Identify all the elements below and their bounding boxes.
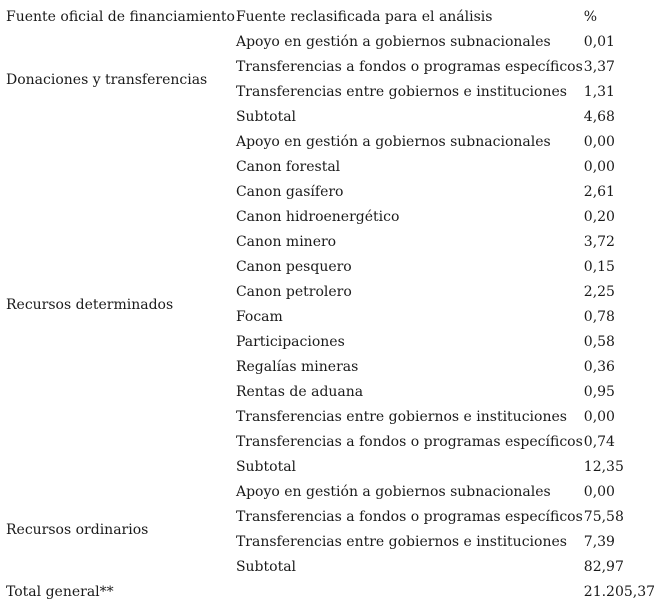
row-value: 82,97 xyxy=(583,559,624,575)
row-value: 0,78 xyxy=(583,309,615,325)
row-label: Canon hidroenergético xyxy=(235,209,400,225)
row-value: 0,74 xyxy=(583,434,615,450)
group-label: Recursos ordinarios xyxy=(6,521,149,538)
row-label: Canon petrolero xyxy=(235,284,352,300)
total-value: 21.205,37 xyxy=(583,584,655,600)
row-label: Focam xyxy=(235,309,283,325)
row-label: Subtotal xyxy=(235,459,297,475)
total-label: Total general** xyxy=(6,584,114,600)
row-label: Canon gasífero xyxy=(235,184,344,200)
table-body xyxy=(6,30,655,580)
table-row xyxy=(6,480,655,505)
total-row xyxy=(6,580,655,605)
group-label: Donaciones y transferencias xyxy=(6,71,208,88)
row-value: 4,68 xyxy=(583,109,615,125)
row-label: Transferencias entre gobiernos e instituciones xyxy=(235,84,567,100)
row-value: 75,58 xyxy=(583,509,624,525)
row-label: Transferencias entre gobiernos e instituciones xyxy=(235,409,567,425)
row-value: 0,00 xyxy=(583,484,615,500)
row-label: Canon forestal xyxy=(235,159,341,175)
row-label: Regalías mineras xyxy=(235,359,359,375)
row-value: 0,00 xyxy=(583,159,615,175)
row-label: Subtotal xyxy=(235,559,297,575)
table-row xyxy=(6,30,655,55)
row-value: 7,39 xyxy=(583,534,615,550)
row-value: 2,25 xyxy=(583,284,615,300)
header-reclassified-source: Fuente reclasificada para el análisis xyxy=(235,9,493,25)
row-label: Apoyo en gestión a gobiernos subnacionales xyxy=(235,134,551,150)
row-value: 0,00 xyxy=(583,134,615,150)
row-label: Transferencias a fondos o programas específicos xyxy=(235,434,583,450)
table-header-row xyxy=(6,5,655,30)
row-value: 0,20 xyxy=(583,209,615,225)
row-value: 3,37 xyxy=(583,59,615,75)
row-value: 0,36 xyxy=(583,359,615,375)
table-row xyxy=(6,130,655,155)
header-official-source: Fuente oficial de financiamiento xyxy=(6,9,235,25)
row-label: Transferencias a fondos o programas específicos xyxy=(235,59,583,75)
row-label: Participaciones xyxy=(235,334,345,350)
row-value: 0,01 xyxy=(583,34,615,50)
row-label: Subtotal xyxy=(235,109,297,125)
row-label: Apoyo en gestión a gobiernos subnacionales xyxy=(235,484,551,500)
row-value: 12,35 xyxy=(583,459,624,475)
row-value: 0,95 xyxy=(583,384,615,400)
row-label: Transferencias entre gobiernos e instituciones xyxy=(235,534,567,550)
row-label: Apoyo en gestión a gobiernos subnacionales xyxy=(235,34,551,50)
row-value: 0,15 xyxy=(583,259,615,275)
row-label: Rentas de aduana xyxy=(235,384,364,400)
row-value: 0,58 xyxy=(583,334,615,350)
financing-sources-table xyxy=(6,5,655,605)
row-label: Canon minero xyxy=(235,234,337,250)
header-percent: % xyxy=(583,9,598,25)
row-value: 0,00 xyxy=(583,409,615,425)
row-label: Transferencias a fondos o programas específicos xyxy=(235,509,583,525)
row-value: 2,61 xyxy=(583,184,615,200)
row-value: 3,72 xyxy=(583,234,615,250)
row-label: Canon pesquero xyxy=(235,259,352,275)
row-value: 1,31 xyxy=(583,84,615,100)
total-empty-cell xyxy=(235,580,583,605)
group-label: Recursos determinados xyxy=(6,296,174,313)
